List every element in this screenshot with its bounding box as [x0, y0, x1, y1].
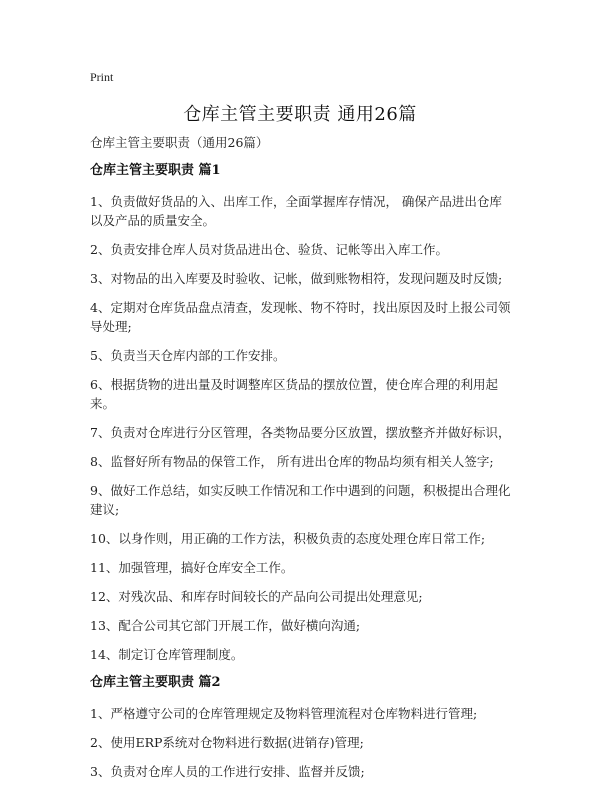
section-heading-1: 仓库主管主要职责 篇1 [90, 163, 221, 178]
duty-item: 4、定期对仓库货品盘点清查，发现帐、物不符时，找出原因及时上报公司领导处理; [90, 300, 511, 334]
section-heading-2: 仓库主管主要职责 篇2 [90, 675, 221, 690]
duty-item: 3、负责对仓库人员的工作进行安排、监督并反馈; [90, 764, 365, 779]
duty-item: 2、负责安排仓库人员对货品进出仓、验货、记帐等出入库工作。 [90, 242, 448, 257]
duty-item: 9、做好工作总结，如实反映工作情况和工作中遇到的问题，积极提出合理化建议; [90, 483, 511, 517]
document-title: 仓库主管主要职责 通用26篇 [183, 104, 417, 125]
duty-item: 11、加强管理，搞好仓库安全工作。 [90, 560, 294, 575]
document-subtitle: 仓库主管主要职责（通用26篇） [90, 135, 269, 150]
duty-item: 8、监督好所有物品的保管工作， 所有进出仓库的物品均须有相关人签字; [90, 454, 494, 469]
duty-item: 6、根据货物的进出量及时调整库区货品的摆放位置，使仓库合理的利用起来。 [90, 377, 498, 411]
duty-item: 12、对残次品、和库存时间较长的产品向公司提出处理意见; [90, 589, 423, 604]
duty-item: 10、以身作则，用正确的工作方法，积极负责的态度处理仓库日常工作; [90, 531, 486, 546]
duty-item: 1、严格遵守公司的仓库管理规定及物料管理流程对仓库物料进行管理; [90, 706, 478, 721]
duty-item: 3、对物品的出入库要及时验收、记帐，做到账物相符，发现问题及时反馈; [90, 271, 503, 286]
duty-item: 5、负责当天仓库内部的工作安排。 [90, 348, 286, 363]
print-label[interactable]: Print [90, 70, 114, 84]
duty-item: 2、使用ERP系统对仓物料进行数据(进销存)管理; [90, 735, 364, 750]
duty-item: 7、负责对仓库进行分区管理，各类物品要分区放置，摆放整齐并做好标识， [90, 425, 511, 440]
document-content [90, 162, 514, 791]
duty-item: 14、制定订仓库管理制度。 [90, 647, 244, 662]
duty-item: 13、配合公司其它部门开展工作，做好横向沟通; [90, 618, 361, 633]
duty-item: 1、负责做好货品的入、出库工作，全面掌握库存情况， 确保产品进出仓库以及产品的质量安全。 [90, 194, 502, 228]
